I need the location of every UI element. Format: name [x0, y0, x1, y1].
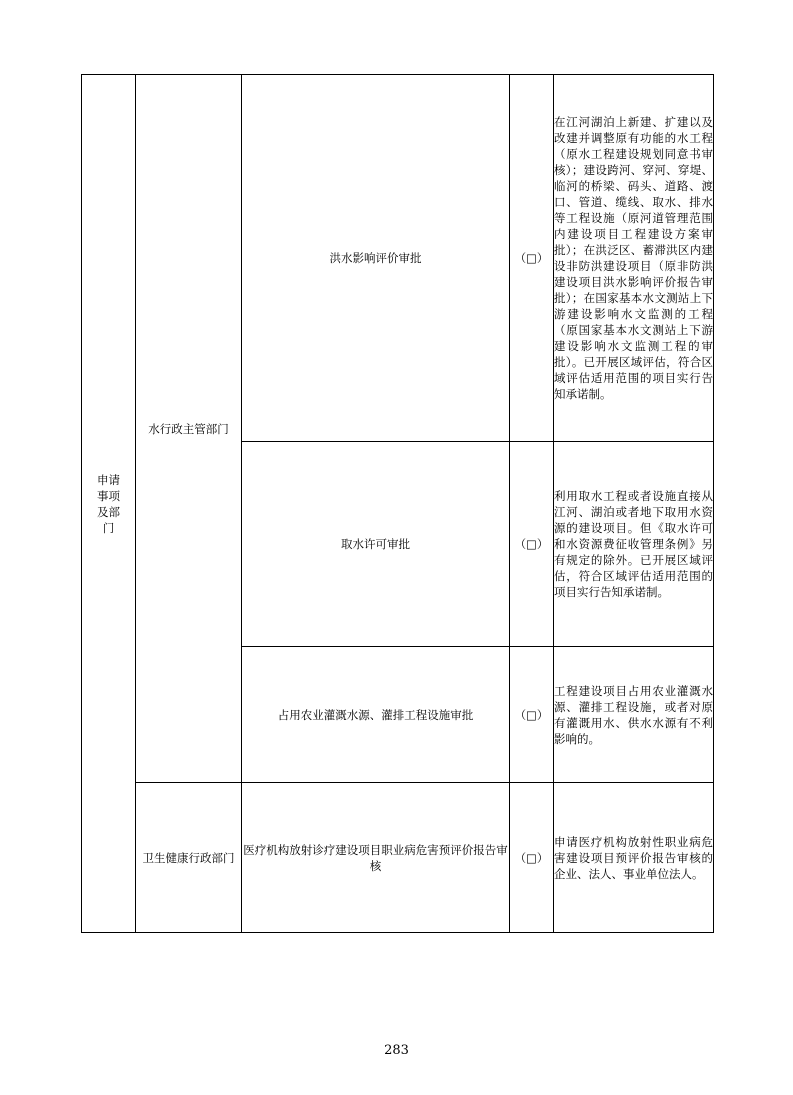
outer-label-line: 事项	[97, 488, 120, 503]
approval-item-cell: 占用农业灌溉水源、灌排工程设施审批	[242, 647, 510, 783]
description-cell: 工程建设项目占用农业灌溉水源、灌排工程设施，或者对原有灌溉用水、供水水源有不利影响的。	[554, 647, 714, 783]
application-items-table	[81, 74, 714, 933]
outer-label-line: 申请	[97, 472, 120, 487]
approval-item-cell: 取水许可审批	[242, 442, 510, 647]
department-cell: 水行政主管部门	[136, 75, 242, 783]
department-cell: 卫生健康行政部门	[136, 783, 242, 933]
checkbox-mark-cell: （□）	[510, 647, 554, 783]
approval-item-cell: 洪水影响评价审批	[242, 75, 510, 442]
description-cell: 申请医疗机构放射性职业病危害建设项目预评价报告审核的企业、法人、事业单位法人。	[554, 783, 714, 933]
page-number: 283	[384, 1043, 409, 1058]
description-cell: 利用取水工程或者设施直接从江河、湖泊或者地下取用水资源的建设项目。但《取水许可和水资源费征收管理条例》另有规定的除外。已开展区域评估，符合区域评估适用范围的项目实行告知承诺制。	[554, 442, 714, 647]
table-row	[82, 75, 714, 442]
table-row	[82, 783, 714, 933]
checkbox-mark-cell: （□）	[510, 783, 554, 933]
outer-label-line: 及部门	[97, 504, 120, 535]
outer-category-cell	[82, 75, 136, 933]
approval-item-cell: 医疗机构放射诊疗建设项目职业病危害预评价报告审核	[242, 783, 510, 933]
description-cell: 在江河湖泊上新建、扩建以及改建并调整原有功能的水工程（原水工程建设规划同意书审核）；建设跨河、穿河、穿堤、临河的桥梁、码头、道路、渡口、管道、缆线、取水、排水等工程设施（原河道管理范围内建设项目工程建设方案审批）；在洪泛区、蓄滞洪区内建设非防洪建设项目（原非防洪建设项目洪水影响评价报告审批）；在国家基本水文测站上下游建设影响水文监测的工程（原国家基本水文测站上下游建设影响水文监测工程的审批）。已开展区域评估，符合区域评估适用范围的项目实行告知承诺制。	[554, 75, 714, 442]
checkbox-mark-cell: （□）	[510, 442, 554, 647]
checkbox-mark-cell: （□）	[510, 75, 554, 442]
